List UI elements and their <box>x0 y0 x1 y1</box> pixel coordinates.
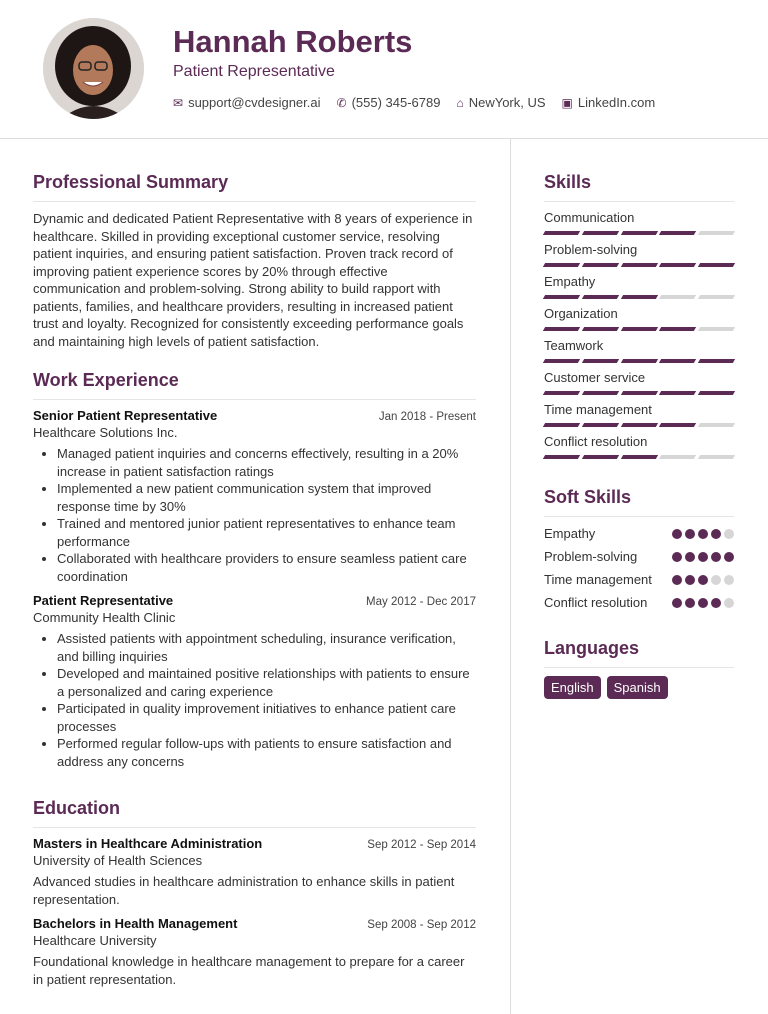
skill-rating <box>544 263 734 267</box>
rating-segment <box>543 263 580 267</box>
soft-skill-item <box>544 525 734 543</box>
skill-item <box>544 402 734 427</box>
rating-segment <box>543 327 580 331</box>
job-title: Senior Patient Representative <box>33 408 218 423</box>
rating-dot <box>672 575 682 585</box>
work-section <box>33 370 476 770</box>
bullet-item: • Implemented a new patient communication system that improved response time by 30% <box>57 480 476 515</box>
skill-rating <box>544 423 734 427</box>
contact-text: (555) 345-6789 <box>351 95 441 110</box>
linkedin-icon: ▣ <box>561 96 573 110</box>
skill-item <box>544 338 734 363</box>
skill-name: Conflict resolution <box>544 434 648 449</box>
rating-dot <box>698 598 708 608</box>
job-bullets <box>33 445 476 585</box>
rating-dot <box>711 529 721 539</box>
soft-skill-item <box>544 594 734 612</box>
company-name: Healthcare Solutions Inc. <box>33 425 178 440</box>
section-title: Work Experience <box>33 370 476 400</box>
skill-rating <box>544 327 734 331</box>
rating-dot <box>672 552 682 562</box>
skill-rating <box>544 391 734 395</box>
language-tag: Spanish <box>607 676 668 699</box>
soft-skill-rating <box>672 594 734 612</box>
rating-segment <box>659 327 696 331</box>
section-title: Languages <box>544 638 734 668</box>
education-entry <box>33 916 476 988</box>
soft-skill-name: Time management <box>544 572 652 587</box>
job-header <box>33 593 476 608</box>
rating-dot <box>685 575 695 585</box>
soft-skill-name: Empathy <box>544 526 596 541</box>
candidate-role: Patient Representative <box>173 63 335 80</box>
rating-dot <box>685 598 695 608</box>
skill-name: Problem-solving <box>544 242 638 257</box>
rating-segment <box>543 295 580 299</box>
soft-skill-rating <box>672 548 734 566</box>
rating-dot <box>698 552 708 562</box>
rating-dot <box>685 552 695 562</box>
company-name: Community Health Clinic <box>33 610 176 625</box>
rating-dot <box>685 529 695 539</box>
soft-skill-name: Conflict resolution <box>544 595 648 610</box>
skill-item <box>544 306 734 331</box>
education-header <box>33 836 476 851</box>
rating-segment <box>698 423 735 427</box>
rating-segment <box>620 295 657 299</box>
education-date: Sep 2012 - Sep 2014 <box>367 839 476 851</box>
column-divider <box>510 139 511 1014</box>
resume-header <box>0 0 768 139</box>
rating-segment <box>659 423 696 427</box>
soft-skill-rating <box>672 525 734 543</box>
skills-section <box>544 172 734 459</box>
education-description: Advanced studies in healthcare administration to enhance skills in patient representation. <box>33 874 455 907</box>
section-title: Skills <box>544 172 734 202</box>
rating-dot <box>711 552 721 562</box>
rating-segment <box>698 231 735 235</box>
side-column <box>544 172 734 719</box>
job-entry <box>33 593 476 770</box>
bullet-item: • Developed and maintained positive relationships with patients to ensure a personalized and caring experience <box>57 665 476 700</box>
rating-dot <box>698 529 708 539</box>
contact-item[interactable] <box>173 95 321 110</box>
rating-segment <box>582 231 619 235</box>
candidate-name: Hannah Roberts <box>173 24 413 59</box>
rating-segment <box>582 423 619 427</box>
school-name: Healthcare University <box>33 933 157 948</box>
job-date: May 2012 - Dec 2017 <box>366 596 476 608</box>
skill-name: Communication <box>544 210 635 225</box>
rating-segment <box>543 423 580 427</box>
rating-segment <box>543 231 580 235</box>
summary-text: Dynamic and dedicated Patient Representative with 8 years of experience in healthcare. Skilled in providing exceptional customer service, resolving patient inquiries, and ensuring patient satisfaction. Proven track record of improving patient experience scores by 20% through effective communication and problem-solving. Strong ability to build rapport with patients, families, and healthcare providers, resulting in increased patient trust and loyalty. Recognized for consistently exceeding performance goals and maintaining high levels of patient satisfaction. <box>33 211 473 349</box>
rating-dot <box>672 529 682 539</box>
job-entry <box>33 408 476 585</box>
bullet-item: • Trained and mentored junior patient representatives to enhance team performance <box>57 515 476 550</box>
skill-item <box>544 210 734 235</box>
job-date: Jan 2018 - Present <box>378 411 476 423</box>
school-name: University of Health Sciences <box>33 853 203 868</box>
avatar <box>43 18 144 119</box>
rating-dot <box>724 575 734 585</box>
bullet-item: • Participated in quality improvement initiatives to enhance patient care processes <box>57 700 476 735</box>
contact-item[interactable] <box>456 95 545 110</box>
skill-item <box>544 370 734 395</box>
contact-list <box>173 95 655 110</box>
envelope-icon: ✉ <box>173 96 184 110</box>
education-entry <box>33 836 476 908</box>
home-icon: ⌂ <box>456 96 464 110</box>
rating-segment <box>698 391 735 395</box>
rating-segment <box>698 455 735 459</box>
rating-dot <box>724 529 734 539</box>
rating-segment <box>659 295 696 299</box>
job-bullets <box>33 630 476 770</box>
education-section <box>33 798 476 988</box>
contact-item[interactable] <box>337 95 441 110</box>
rating-segment <box>582 295 619 299</box>
rating-segment <box>543 359 580 363</box>
bullet-item: • Performed regular follow-ups with patients to ensure satisfaction and address any concerns <box>57 735 476 770</box>
rating-segment <box>698 295 735 299</box>
skill-rating <box>544 231 734 235</box>
summary-section <box>33 172 476 350</box>
language-tag: English <box>544 676 601 699</box>
education-description: Foundational knowledge in healthcare management to prepare for a career in patient representation. <box>33 954 465 987</box>
degree: Masters in Healthcare Administration <box>33 836 263 851</box>
soft-skill-name: Problem-solving <box>544 549 638 564</box>
rating-segment <box>620 327 657 331</box>
rating-segment <box>698 327 735 331</box>
rating-segment <box>620 455 657 459</box>
rating-segment <box>543 391 580 395</box>
rating-dot <box>711 575 721 585</box>
rating-dot <box>724 598 734 608</box>
education-header <box>33 916 476 931</box>
bullet-item: • Assisted patients with appointment scheduling, insurance verification, and billing inquiries <box>57 630 476 665</box>
rating-segment <box>698 359 735 363</box>
bullet-item: • Managed patient inquiries and concerns effectively, resulting in a 20% increase in patient satisfaction ratings <box>57 445 476 480</box>
skill-rating <box>544 359 734 363</box>
rating-segment <box>659 391 696 395</box>
soft-skills-section <box>544 487 734 612</box>
contact-text: LinkedIn.com <box>577 95 656 110</box>
skill-item <box>544 242 734 267</box>
rating-segment <box>543 455 580 459</box>
contact-item[interactable] <box>562 95 656 110</box>
skill-rating <box>544 455 734 459</box>
rating-dot <box>711 598 721 608</box>
rating-segment <box>659 263 696 267</box>
contact-text: support@cvdesigner.ai <box>188 95 321 110</box>
rating-segment <box>620 391 657 395</box>
skill-name: Teamwork <box>544 338 604 353</box>
skill-item <box>544 274 734 299</box>
job-title: Patient Representative <box>33 593 174 608</box>
soft-skill-rating <box>672 571 734 589</box>
main-column <box>33 172 476 1008</box>
section-title: Soft Skills <box>544 487 734 517</box>
soft-skill-item <box>544 548 734 566</box>
rating-segment <box>659 455 696 459</box>
rating-segment <box>620 423 657 427</box>
rating-segment <box>582 327 619 331</box>
bullet-item: • Collaborated with healthcare providers to ensure seamless patient care coordination <box>57 550 476 585</box>
rating-segment <box>659 231 696 235</box>
rating-segment <box>698 263 735 267</box>
rating-segment <box>582 263 619 267</box>
rating-segment <box>582 455 619 459</box>
rating-dot <box>724 552 734 562</box>
rating-dot <box>672 598 682 608</box>
skill-name: Organization <box>544 306 618 321</box>
section-title: Education <box>33 798 476 828</box>
skill-rating <box>544 295 734 299</box>
education-date: Sep 2008 - Sep 2012 <box>367 919 476 931</box>
degree: Bachelors in Health Management <box>33 916 238 931</box>
skill-name: Customer service <box>544 370 646 385</box>
rating-dot <box>698 575 708 585</box>
rating-segment <box>659 359 696 363</box>
rating-segment <box>620 231 657 235</box>
rating-segment <box>620 263 657 267</box>
languages-section <box>544 638 734 699</box>
phone-icon: ✆ <box>336 96 347 110</box>
section-title: Professional Summary <box>33 172 476 202</box>
skill-name: Empathy <box>544 274 596 289</box>
rating-segment <box>582 391 619 395</box>
rating-segment <box>582 359 619 363</box>
rating-segment <box>620 359 657 363</box>
soft-skill-item <box>544 571 734 589</box>
job-header <box>33 408 476 423</box>
skill-name: Time management <box>544 402 652 417</box>
skill-item <box>544 434 734 459</box>
contact-text: NewYork, US <box>468 95 546 110</box>
